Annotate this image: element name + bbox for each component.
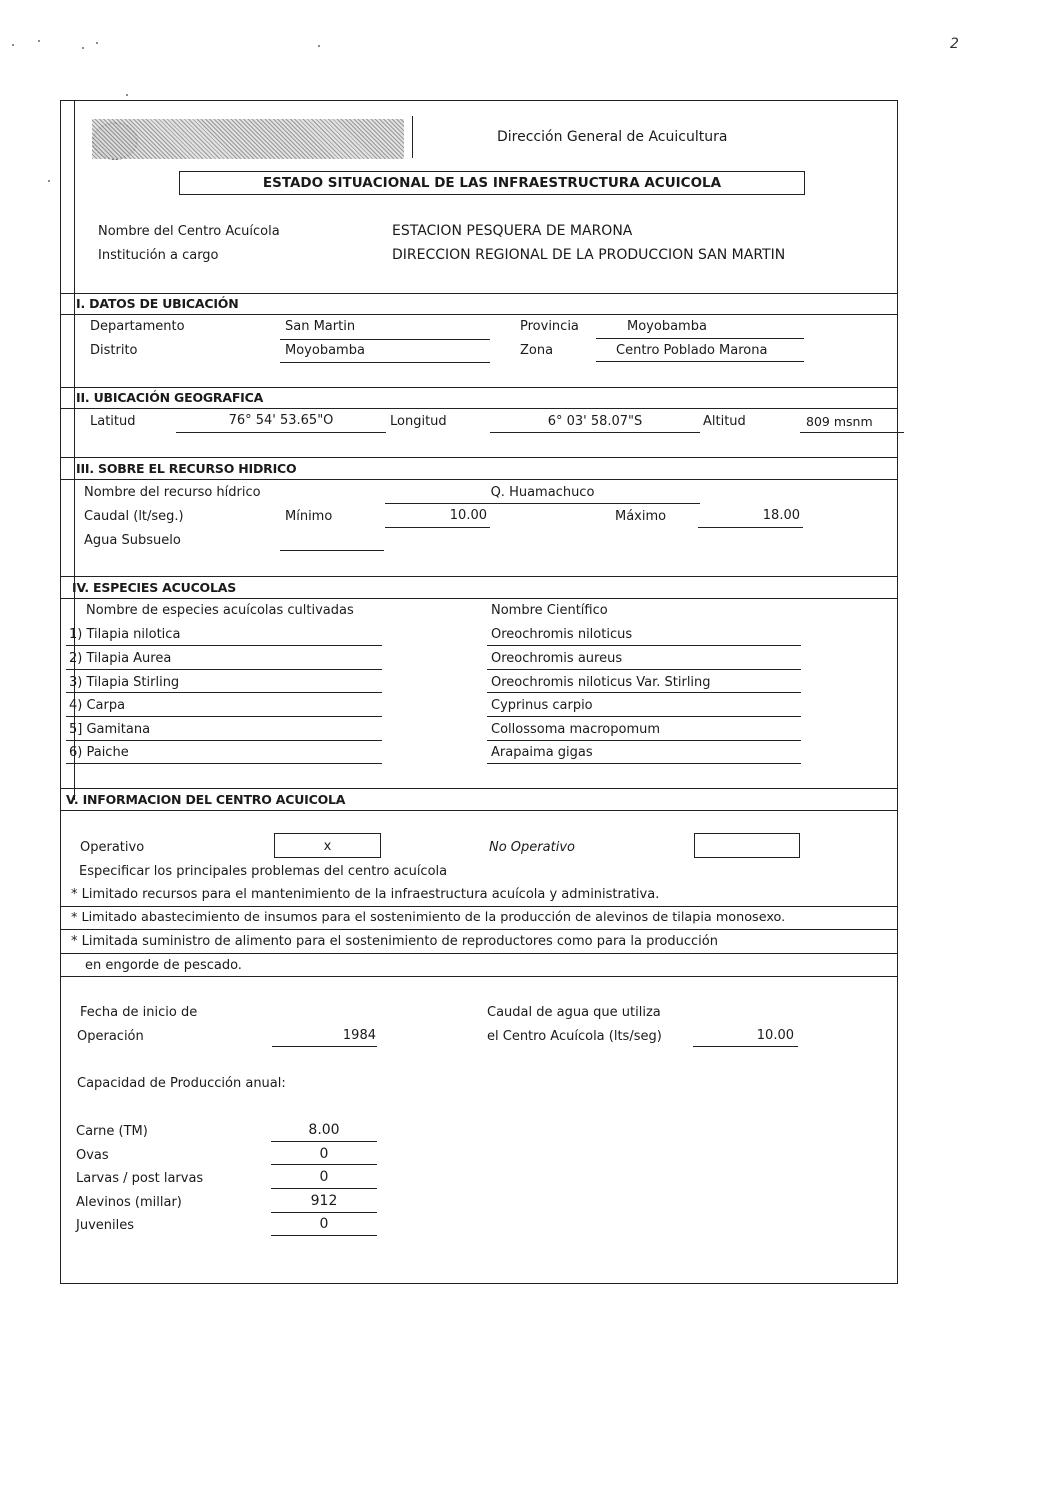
- longitud-value: 6° 03' 58.07"S: [547, 414, 643, 429]
- latitud-label: Latitud: [90, 414, 136, 429]
- fecha-label-line1: Fecha de inicio de: [80, 1005, 198, 1020]
- altitud-label: Altitud: [703, 414, 746, 429]
- production-value: 0: [319, 1169, 329, 1185]
- no-operativo-checkbox[interactable]: [694, 833, 800, 858]
- agency-name: Dirección General de Acuicultura: [497, 129, 728, 145]
- recurso-label: Nombre del recurso hídrico: [84, 485, 261, 500]
- institution-value: DIRECCION REGIONAL DE LA PRODUCCION SAN MARTIN: [392, 247, 786, 263]
- production-value: 912: [310, 1193, 338, 1209]
- capacidad-label: Capacidad de Producción anual:: [77, 1076, 286, 1091]
- section-4-title: IV. ESPECIES ACUCOLAS: [72, 580, 237, 595]
- center-name-value: ESTACION PESQUERA DE MARONA: [392, 223, 633, 239]
- species-common: 6) Paiche: [69, 745, 129, 760]
- species-common: 2) Tilapia Aurea: [69, 651, 172, 666]
- maximo-value: 18.00: [762, 508, 800, 523]
- fecha-value: 1984: [342, 1028, 376, 1043]
- operativo-label: Operativo: [80, 840, 145, 855]
- distrito-label: Distrito: [90, 343, 138, 358]
- departamento-value: San Martin: [285, 319, 356, 334]
- recurso-value: Q. Huamachuco: [490, 485, 595, 500]
- species-scientific: Collossoma macropomum: [491, 722, 661, 737]
- section-3-title: III. SOBRE EL RECURSO HIDRICO: [76, 461, 297, 476]
- production-label: Juveniles: [76, 1218, 134, 1233]
- species-scientific: Oreochromis aureus: [491, 651, 623, 666]
- no-operativo-label: No Operativo: [489, 840, 575, 855]
- agua-subsuelo-label: Agua Subsuelo: [84, 533, 181, 548]
- operativo-mark: x: [323, 839, 332, 854]
- fecha-label-line2: Operación: [77, 1029, 144, 1044]
- institution-label: Institución a cargo: [98, 248, 219, 263]
- form-title: ESTADO SITUACIONAL DE LAS INFRAESTRUCTURA ACUICOLA: [262, 175, 722, 191]
- altitud-value: 809 msnm: [806, 414, 873, 429]
- section-1-title: I. DATOS DE UBICACIÓN: [76, 296, 239, 311]
- problem-item: * Limitado abastecimiento de insumos para el sostenimiento de la producción de alevinos de tilapia monosexo.: [71, 910, 786, 925]
- caudal-uso-value: 10.00: [756, 1028, 794, 1043]
- distrito-value: Moyobamba: [285, 343, 365, 358]
- species-scientific: Oreochromis niloticus Var. Stirling: [491, 675, 711, 690]
- section-5-title: V. INFORMACION DEL CENTRO ACUICOLA: [66, 792, 346, 807]
- longitud-label: Longitud: [390, 414, 447, 429]
- species-common: 5] Gamitana: [69, 722, 151, 737]
- page-number: 2: [950, 36, 959, 52]
- species-common: 1) Tilapia nilotica: [69, 627, 181, 642]
- species-common: 4) Carpa: [69, 698, 126, 713]
- production-value: 0: [319, 1216, 329, 1232]
- provincia-value: Moyobamba: [627, 319, 707, 334]
- problem-item: * Limitada suministro de alimento para el sostenimiento de reproductores como para la producción: [71, 934, 718, 949]
- scientific-name-header: Nombre Científico: [491, 603, 608, 618]
- zona-value: Centro Poblado Marona: [616, 343, 768, 358]
- production-label: Carne (TM): [76, 1124, 148, 1139]
- production-value: 0: [319, 1146, 329, 1162]
- caudal-uso-label-line2: el Centro Acuícola (lts/seg): [487, 1029, 662, 1044]
- center-name-label: Nombre del Centro Acuícola: [98, 224, 280, 239]
- minimo-value: 10.00: [449, 508, 487, 523]
- species-common: 3) Tilapia Stirling: [69, 675, 180, 690]
- species-scientific: Oreochromis niloticus: [491, 627, 633, 642]
- species-scientific: Cyprinus carpio: [491, 698, 593, 713]
- departamento-label: Departamento: [90, 319, 185, 334]
- production-label: Larvas / post larvas: [76, 1171, 204, 1186]
- common-name-header: Nombre de especies acuícolas cultivadas: [86, 603, 354, 618]
- problem-item-continuation: en engorde de pescado.: [85, 958, 242, 973]
- minimo-label: Mínimo: [285, 509, 333, 524]
- problems-label: Especificar los principales problemas del centro acuícola: [79, 864, 448, 879]
- ministry-logo: [92, 119, 404, 159]
- zona-label: Zona: [520, 343, 554, 358]
- latitud-value: 76° 54' 53.65"O: [228, 413, 334, 428]
- problem-item: * Limitado recursos para el mantenimiento de la infraestructura acuícola y administrativa.: [71, 887, 660, 902]
- production-label: Ovas: [76, 1148, 109, 1163]
- caudal-label: Caudal (lt/seg.): [84, 509, 184, 524]
- species-scientific: Arapaima gigas: [491, 745, 593, 760]
- production-label: Alevinos (millar): [76, 1195, 182, 1210]
- production-value: 8.00: [308, 1122, 340, 1138]
- maximo-label: Máximo: [615, 509, 667, 524]
- section-2-title: II. UBICACIÓN GEOGRAFICA: [76, 390, 264, 405]
- provincia-label: Provincia: [520, 319, 579, 334]
- caudal-uso-label-line1: Caudal de agua que utiliza: [487, 1005, 661, 1020]
